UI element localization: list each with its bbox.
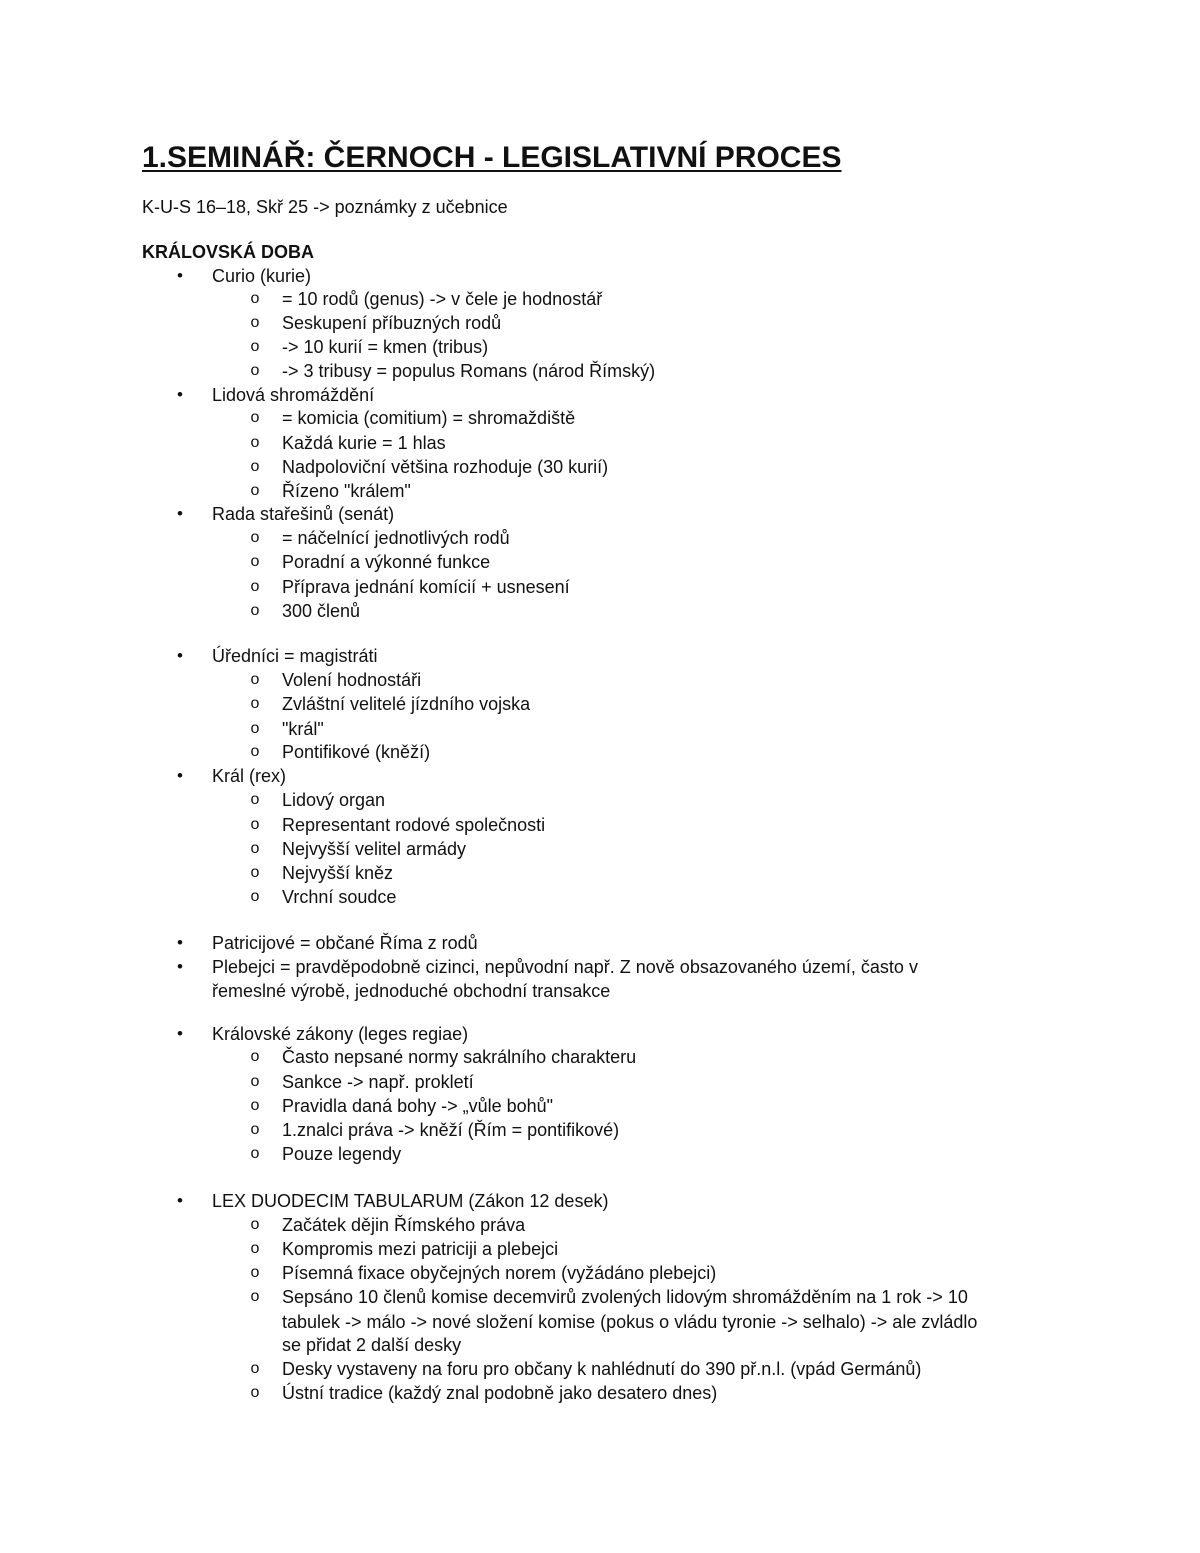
sub-bullet-icon: o (250, 578, 260, 595)
sub-bullet-icon: o (250, 816, 260, 833)
sub-bullet-icon: o (250, 1264, 260, 1281)
sub-bullet-icon: o (250, 1216, 260, 1233)
list-item-text: tabulek -> málo -> nové složení komise (pokus o vládu tyronie -> selhalo) -> ale zvládlo (282, 1312, 978, 1332)
list-item-text: Volení hodnostáři (282, 670, 422, 690)
sub-bullet-icon: o (250, 743, 260, 760)
sub-bullet-icon: o (250, 695, 260, 712)
list-item-text: LEX DUODECIM TABULARUM (Zákon 12 desek) (212, 1191, 609, 1211)
list-item-text: Často nepsané normy sakrálního charakteru (282, 1047, 637, 1067)
sub-bullet-icon: o (250, 791, 260, 808)
sub-bullet-icon: o (250, 1384, 260, 1401)
page-title: 1.SEMINÁŘ: ČERNOCH - LEGISLATIVNÍ PROCES (142, 141, 842, 174)
list-item-text: Nejvyšší kněz (282, 863, 394, 883)
list-item-text: Ústní tradice (každý znal podobně jako desatero dnes) (282, 1383, 718, 1403)
sub-bullet-icon: o (250, 671, 260, 688)
sub-bullet-icon: o (250, 1145, 260, 1162)
bullet-icon: • (177, 266, 183, 285)
sub-bullet-icon: o (250, 1288, 260, 1305)
sub-bullet-icon: o (250, 840, 260, 857)
bullet-icon: • (177, 1191, 183, 1210)
list-item-text: Sepsáno 10 členů komise decemvirů zvolených lidovým shromážděním na 1 rok -> 10 (282, 1287, 968, 1307)
list-item-text: = náčelnící jednotlivých rodů (282, 528, 510, 548)
sub-bullet-icon: o (250, 314, 260, 331)
list-item-text: Král (rex) (212, 766, 287, 786)
list-item-text: Rada stařešinů (senát) (212, 504, 395, 524)
list-item-text: řemeslné výrobě, jednoduché obchodní transakce (212, 981, 611, 1001)
bullet-icon: • (177, 1024, 183, 1043)
sub-bullet-icon: o (250, 529, 260, 546)
bullet-icon: • (177, 957, 183, 976)
list-item-text: Desky vystaveny na foru pro občany k nahlédnutí do 390 př.n.l. (vpád Germánů) (282, 1359, 922, 1379)
sub-bullet-icon: o (250, 602, 260, 619)
list-item-text: 300 členů (282, 601, 361, 621)
sub-bullet-icon: o (250, 1360, 260, 1377)
list-item-text: Příprava jednání komícií + usnesení (282, 577, 570, 597)
list-item-text: Lidový organ (282, 790, 386, 810)
list-item-text: Pravidla daná bohy -> „vůle bohů" (282, 1096, 554, 1116)
section-heading: KRÁLOVSKÁ DOBA (142, 242, 315, 262)
bullet-icon: • (177, 385, 183, 404)
list-item-text: Pontifikové (kněží) (282, 742, 431, 762)
sub-bullet-icon: o (250, 864, 260, 881)
list-item-text: Seskupení příbuzných rodů (282, 313, 502, 333)
sub-bullet-icon: o (250, 290, 260, 307)
list-item-text: Vrchní soudce (282, 887, 397, 907)
list-item-text: Nadpoloviční většina rozhoduje (30 kurií) (282, 457, 609, 477)
list-item-text: = komicia (comitium) = shromaždiště (282, 408, 576, 428)
sub-bullet-icon: o (250, 482, 260, 499)
subtitle: K-U-S 16–18, Skř 25 -> poznámky z učebnice (142, 197, 508, 217)
sub-bullet-icon: o (250, 1097, 260, 1114)
sub-bullet-icon: o (250, 553, 260, 570)
list-item-text: Zvláštní velitelé jízdního vojska (282, 694, 531, 714)
list-item-text: "král" (282, 719, 324, 739)
list-item-text: -> 3 tribusy = populus Romans (národ Římský) (282, 361, 656, 381)
list-item-text: Sankce -> např. prokletí (282, 1072, 474, 1092)
sub-bullet-icon: o (250, 1073, 260, 1090)
sub-bullet-icon: o (250, 720, 260, 737)
list-item-text: Plebejci = pravděpodobně cizinci, nepůvodní např. Z nově obsazovaného území, často v (212, 957, 918, 977)
list-item-text: -> 10 kurií = kmen (tribus) (282, 337, 489, 357)
sub-bullet-icon: o (250, 362, 260, 379)
list-item-text: Representant rodové společnosti (282, 815, 546, 835)
sub-bullet-icon: o (250, 434, 260, 451)
sub-bullet-icon: o (250, 338, 260, 355)
list-item-text: Královské zákony (leges regiae) (212, 1024, 469, 1044)
bullet-icon: • (177, 766, 183, 785)
list-item-text: Každá kurie = 1 hlas (282, 433, 446, 453)
list-item-text: Písemná fixace obyčejných norem (vyžádáno plebejci) (282, 1263, 717, 1283)
sub-bullet-icon: o (250, 1048, 260, 1065)
list-item-text: Curio (kurie) (212, 266, 312, 286)
list-item-text: Lidová shromáždění (212, 385, 375, 405)
sub-bullet-icon: o (250, 1240, 260, 1257)
list-item-text: se přidat 2 další desky (282, 1335, 462, 1355)
sub-bullet-icon: o (250, 409, 260, 426)
list-item-text: Nejvyšší velitel armády (282, 839, 467, 859)
list-item-text: = 10 rodů (genus) -> v čele je hodnostář (282, 289, 603, 309)
list-item-text: Poradní a výkonné funkce (282, 552, 491, 572)
list-item-text: 1.znalci práva -> kněží (Řím = pontifikové) (282, 1120, 620, 1140)
sub-bullet-icon: o (250, 458, 260, 475)
sub-bullet-icon: o (250, 888, 260, 905)
list-item-text: Pouze legendy (282, 1144, 402, 1164)
sub-bullet-icon: o (250, 1121, 260, 1138)
bullet-icon: • (177, 933, 183, 952)
list-item-text: Patricijové = občané Říma z rodů (212, 933, 478, 953)
list-item-text: Kompromis mezi patriciji a plebejci (282, 1239, 559, 1259)
bullet-icon: • (177, 646, 183, 665)
bullet-icon: • (177, 504, 183, 523)
list-item-text: Řízeno "králem" (282, 481, 411, 501)
list-item-text: Úředníci = magistráti (212, 646, 378, 666)
list-item-text: Začátek dějin Římského práva (282, 1215, 526, 1235)
